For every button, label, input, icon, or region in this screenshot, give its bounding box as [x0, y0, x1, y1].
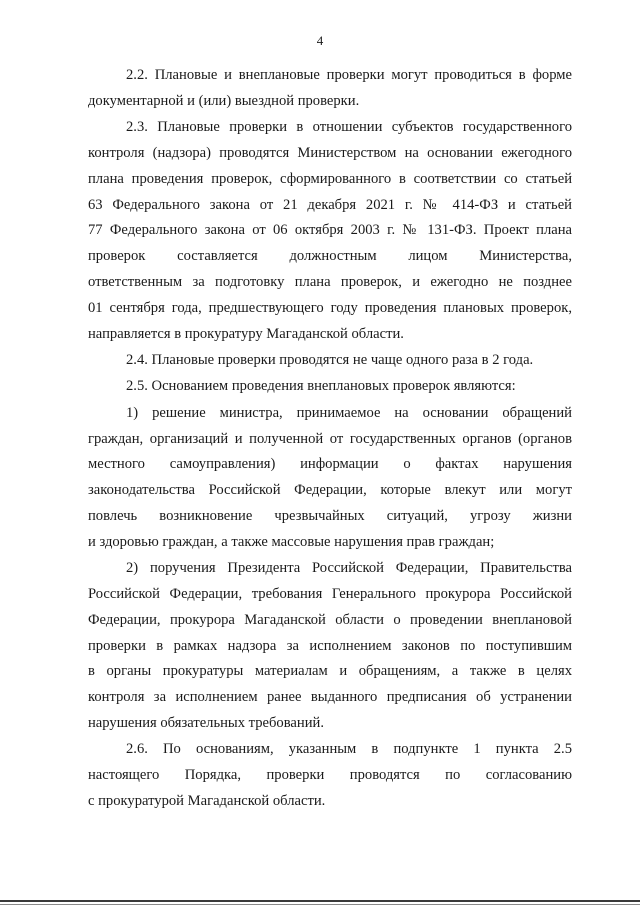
paragraph-2-4	[88, 348, 572, 374]
paragraph-2-6	[88, 737, 572, 814]
page-number: 4	[316, 33, 324, 48]
text-line: граждан, организаций и полученной от государственных органов (органов	[88, 430, 572, 447]
text-line: и здоровью граждан, а также массовые нарушения прав граждан;	[88, 533, 495, 550]
paragraph-2-5	[88, 374, 572, 400]
text-line: Федерации, прокурора Магаданской области о проведении внеплановой	[88, 611, 572, 628]
text-line: проверок составляется должностным лицом Министерства,	[88, 248, 572, 265]
text-line: повлечь возникновение чрезвычайных ситуаций, угрозу жизни	[88, 507, 572, 524]
text-line: контроля за исполнением ранее выданного предписания об устранении	[88, 689, 572, 706]
document-body	[88, 63, 572, 815]
text-line: 01 сентября года, предшествующего году проведения плановых проверок,	[88, 299, 572, 316]
paragraph-2-2	[88, 63, 572, 115]
text-line: 77 Федерального закона от 06 октября 2003 г. № 131-ФЗ. Проект плана	[88, 222, 572, 239]
text-line: 63 Федерального закона от 21 декабря 2021 г. № 414-ФЗ и статьей	[88, 196, 572, 213]
text-line: ответственным за подготовку плана проверок, и ежегодно не позднее	[88, 273, 572, 290]
text-line: направляется в прокуратуру Магаданской области.	[88, 325, 404, 342]
text-line: законодательства Российской Федерации, которые влекут или могут	[88, 482, 572, 499]
text-line: плана проведения проверок, сформированного в соответствии со статьей	[88, 170, 572, 187]
text-line: 2.5. Основанием проведения внеплановых проверок являются:	[126, 378, 516, 395]
text-line: 2.3. Плановые проверки в отношении субъектов государственного	[126, 119, 572, 136]
text-line: местного самоуправления) информации о фактах нарушения	[88, 456, 572, 473]
text-line: контроля (надзора) проводятся Министерством на основании ежегодного	[88, 144, 572, 161]
text-line: Российской Федерации, требования Генерального прокурора Российской	[88, 585, 572, 602]
paragraph-2-5-item-1	[88, 401, 572, 556]
text-line: 1) решение министра, принимаемое на основании обращений	[126, 404, 572, 421]
text-line: документарной и (или) выездной проверки.	[88, 92, 360, 109]
paragraph-2-3	[88, 115, 572, 347]
text-line: настоящего Порядка, проверки проводятся по согласованию	[88, 767, 572, 784]
text-line: 2.6. По основаниям, указанным в подпункте 1 пункта 2.5	[126, 741, 572, 758]
text-line: нарушения обязательных требований.	[88, 714, 324, 731]
text-line: проверки в рамках надзора за исполнением законов по поступившим	[88, 637, 572, 654]
text-line: с прокуратурой Магаданской области.	[88, 792, 326, 809]
text-line: в органы прокуратуры материалам и обращениям, а также в целях	[88, 663, 572, 680]
text-line: 2.2. Плановые и внеплановые проверки могут проводиться в форме	[126, 67, 572, 83]
paragraph-2-5-item-2	[88, 556, 572, 737]
text-line: 2.4. Плановые проверки проводятся не чаще одного раза в 2 года.	[126, 351, 534, 368]
scan-edge-line	[0, 900, 640, 902]
text-line: 2) поручения Президента Российской Федерации, Правительства	[126, 560, 572, 577]
